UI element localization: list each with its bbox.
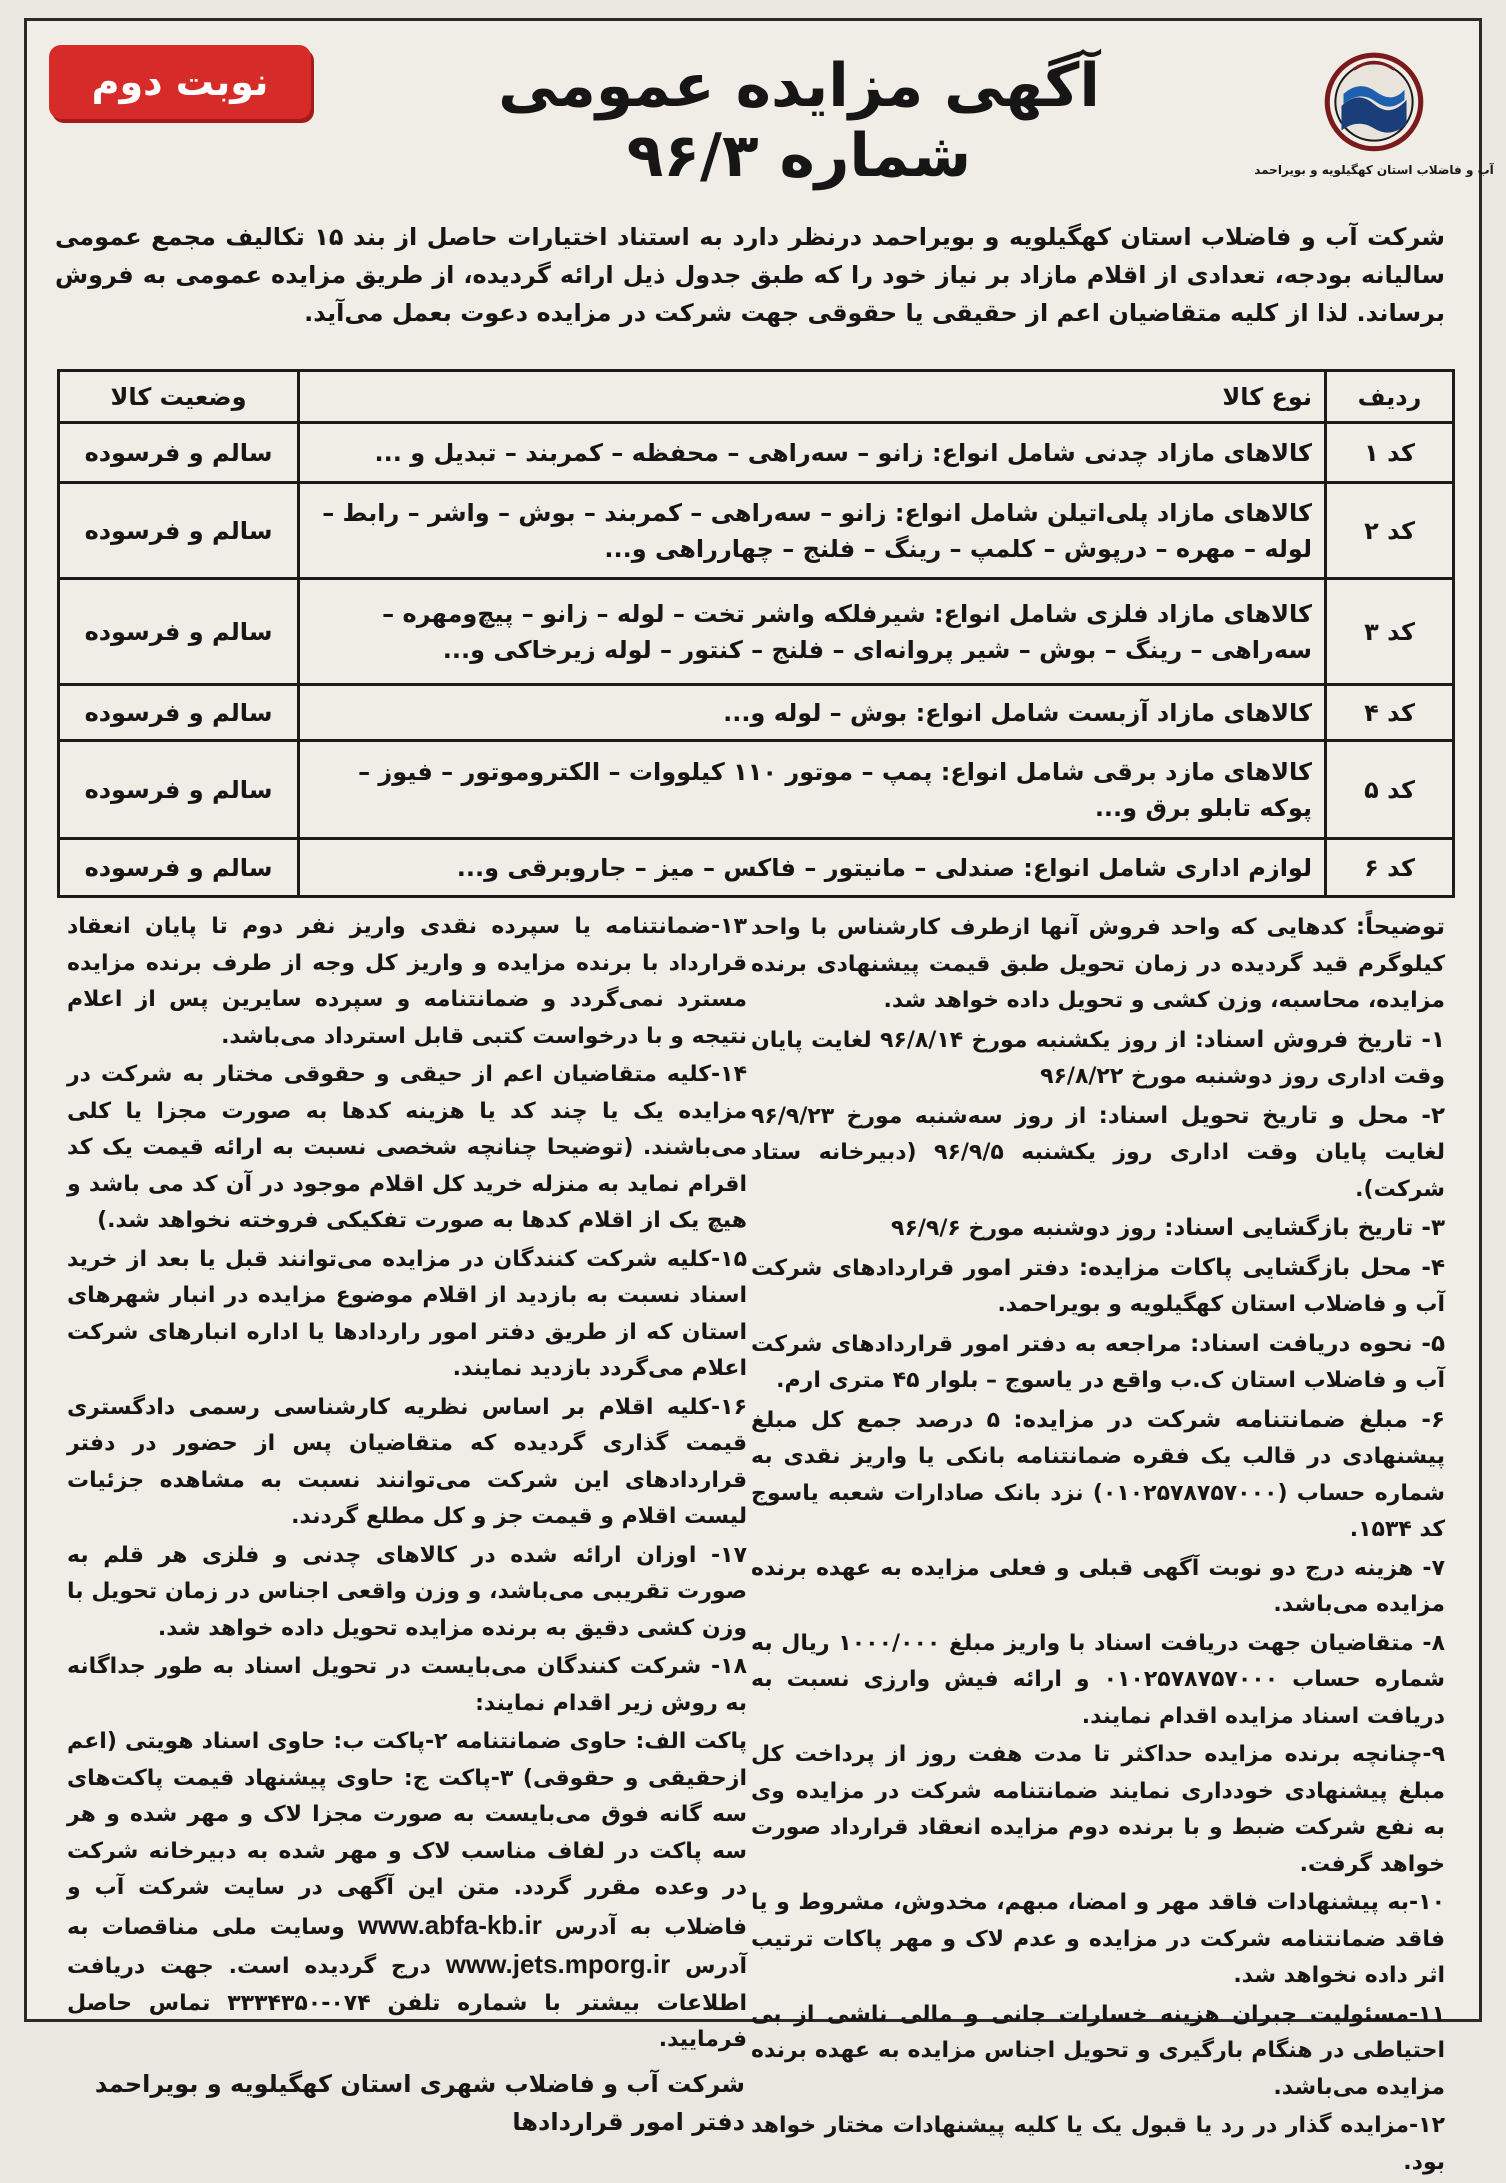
terms-right-column [751, 909, 1445, 2183]
term-5-label: ۵- نحوه دریافت اسناد: [1190, 1330, 1445, 1357]
contact-text: درج گردیده است. جهت دریافت اطلاعات بیشتر با شماره تلفن ۰۷۴-۳۳۳۴۳۵۰ تماس حاصل فرمایید. [67, 1954, 747, 2052]
row-code: کد ۶ [1326, 839, 1454, 897]
term-3 [751, 1210, 1445, 1248]
term-4-text: دفتر امور قراردادهای شرکت آب و فاضلاب استان کهگیلویه و بویراحمد. [751, 1255, 1445, 1317]
company-logo [1254, 49, 1494, 189]
term-4-label: ۴- محل بازگشایی پاکات مزایده: [1078, 1254, 1445, 1281]
term-5-text: مراجعه به دفتر امور قراردادهای شرکت آب و فاضلاب استان ک.ب واقع در یاسوج – بلوار ۴۵ متری ارم. [751, 1331, 1445, 1393]
signature-block [67, 2065, 747, 2141]
term-17: ۱۷- اوزان ارائه شده در کالاهای چدنی و فلزی هر قلم به صورت تقریبی می‌باشد، و وزن واقعی اجناس در زمان تحویل با وزن کشی دقیق به برنده مزایده تحویل داده خواهد شد. [67, 1542, 747, 1641]
term-1-label: ۱- تاریخ فروش اسناد: [1194, 1026, 1445, 1053]
term-6-label: ۶- مبلغ ضمانتنامه شرکت در مزایده: [1013, 1406, 1446, 1433]
water-drop-logo-icon [1313, 49, 1435, 161]
term-18: ۱۸- شرکت کنندگان می‌بایست در تحویل اسناد به طور جداگانه به روش زیر اقدام نمایند: [67, 1654, 747, 1716]
row-code: کد ۵ [1326, 741, 1454, 839]
table-row [59, 741, 1454, 839]
term-11: ۱۱-مسئولیت جبران هزینه خسارات جانی و مالی ناشی از بی احتیاطی در هنگام بارگیری و تحویل اجناس مزایده به عهده برنده مزایده می‌باشد. [751, 2001, 1445, 2100]
row-status: سالم و فرسوده [59, 741, 299, 839]
term-6-text: ۵ درصد جمع کل مبلغ پیشنهادی در قالب یک فقره ضمانتنامه بانکی یا واریز نقدی به شماره حساب (۰۱۰۲۵۷۸۷۵۷۰۰۰) نزد بانک صادارات شعبه یاسوج کد ۱۵۳۴. [751, 1407, 1445, 1542]
tender-website-link[interactable]: www.jets.mporg.ir [445, 1949, 671, 1979]
tender-site-text: وسایت ملی مناقصات به آدرس [67, 1914, 747, 1979]
term-1 [751, 1022, 1445, 1096]
term-12: ۱۲-مزایده گذار در رد یا قبول یک یا کلیه پیشنهادات مختار خواهد بود. [751, 2113, 1445, 2175]
table-row [59, 579, 1454, 685]
round-badge: نوبت دوم [49, 45, 311, 119]
table-header-row [59, 371, 1454, 423]
term-7: ۷- هزینه درج دو نوبت آگهی قبلی و فعلی مزایده به عهده برنده مزایده می‌باشد. [751, 1555, 1445, 1617]
intro-paragraph: شرکت آب و فاضلاب استان کهگیلویه و بویراحمد درنظر دارد به استناد اختیارات حاصل از بند ۱۵ تکالیف مجمع عمومی سالیانه بودجه، تعدادی از اقلام مازاد بر نیاز خود را که طبق جدول ذیل ارائه گردیده، از طریق مزایده عمومی به فروش برساند. لذا از کلیه متقاضیان اعم از حقیقی یا حقوقی جهت شرکت در مزایده دعوت بعمل می‌آید. [55, 223, 1446, 327]
row-type: کالاهای مازاد چدنی شامل انواع: زانو – سه‌راهی – محفظه – کمربند – تبدیل و ... [299, 423, 1326, 483]
term-4 [751, 1250, 1445, 1324]
table-row [59, 685, 1454, 741]
term-6 [751, 1402, 1445, 1549]
table-row [59, 839, 1454, 897]
logo-caption: آب و فاضلاب استان کهگیلویه و بویراحمد [1254, 163, 1494, 177]
term-3-text: روز دوشنبه مورخ ۹۶/۹/۶ [891, 1216, 1165, 1241]
signature-office: دفتر امور قراردادها [512, 2107, 745, 2136]
table-row [59, 483, 1454, 579]
signature-company: شرکت آب و فاضلاب شهری استان کهگیلویه و بویراحمد [94, 2069, 745, 2098]
row-status: سالم و فرسوده [59, 685, 299, 741]
row-code: کد ۱ [1326, 423, 1454, 483]
page-title: آگهی مزایده عمومی شماره ۹۶/۳ [498, 51, 1100, 191]
term-10: ۱۰-به پیشنهادات فاقد مهر و امضا، مبهم، مخدوش، مشروط و یا فاقد ضمانتنامه شرکت در مزایده و عدم لاک و مهر پاکات ترتیب اثر داده نخواهد شد. [751, 1890, 1445, 1988]
term-2-text: از روز سه‌شنبه مورخ ۹۶/۹/۲۳ لغایت پایان وقت اداری روز یکشنبه ۹۶/۹/۵ (دبیرخانه ستاد شرکت). [751, 1103, 1445, 1202]
row-type: کالاهای مازاد فلزی شامل انواع: شیرفلکه واشر تخت – لوله – زانو – پیچ‌ومهره – سه‌راهی – رینگ – بوش – شیر پروانه‌ای – فلنج – کنتور – لوله زیرخاکی و... [299, 579, 1326, 685]
company-website-link[interactable]: www.abfa-kb.ir [357, 1909, 542, 1940]
row-type: کالاهای مازاد پلی‌اتیلن شامل انواع: زانو – سه‌راهی – کمربند – بوش – واشر – رابط – لوله – مهره – درپوش – کلمپ – رینگ – فلنج – چهارراهی و... [299, 483, 1326, 579]
term-9: ۹-چنانچه برنده مزایده حداکثر تا مدت هفت روز از پرداخت کل مبلغ پیشنهادی خودداری نمایند ضمانتنامه شرکت در مزایده وی به نفع شرکت ضبط و با برنده دوم مزایده انعقاد قرارداد صورت خواهد گرفت. [751, 1742, 1445, 1877]
note-text: کدهایی که واحد فروش آنها ازطرف کارشناس با واحد کیلوگرم قید گردیده در زمان تحویل طبق قیمت پیشنهادی برنده مزایده، محاسبه، وزن کشی و تحویل داده خواهد شد. [751, 915, 1445, 1013]
term-8: ۸- متقاضیان جهت دریافت اسناد با واریز مبلغ ۱۰۰۰/۰۰۰ ریال به شماره حساب ۰۱۰۲۵۷۸۷۵۷۰۰۰ و ارائه فیش وارزی نسبت به دریافت اسناد مزایده اقدام نمایند. [751, 1630, 1445, 1729]
header-code: ردیف [1326, 371, 1454, 423]
note-label: توضیحاً: [1355, 914, 1445, 940]
term-1-text: از روز یکشنبه مورخ ۹۶/۸/۱۴ لغایت پایان وقت اداری روز دوشنبه مورخ ۹۶/۸/۲۲ [751, 1027, 1445, 1089]
term-2 [751, 1098, 1445, 1209]
table-row [59, 423, 1454, 483]
ad-page [24, 18, 1494, 2175]
row-code: کد ۳ [1326, 579, 1454, 685]
terms-left-column [67, 909, 747, 2141]
row-status: سالم و فرسوده [59, 423, 299, 483]
header [27, 21, 1494, 196]
row-code: کد ۲ [1326, 483, 1454, 579]
term-16: ۱۶-کلیه اقلام بر اساس نظریه کارشناسی رسمی دادگستری قیمت گذاری گردیده که متقاضیان پس از حضور در دفتر قراردادهای این شرکت می‌توانند نسبت به مشاهده جزئیات لیست اقلام و قیمت جز و کل مطلع گردند. [67, 1394, 747, 1529]
header-type: نوع کالا [299, 371, 1326, 423]
row-status: سالم و فرسوده [59, 483, 299, 579]
row-type: لوازم اداری شامل انواع: صندلی – مانیتور – فاکس – میز – جاروبرقی و... [299, 839, 1326, 897]
row-type: کالاهای مازاد آزبست شامل انواع: بوش – لوله و... [299, 685, 1326, 741]
term-15: ۱۵-کلیه شرکت کنندگان در مزایده می‌توانند قبل یا بعد از خرید اسناد نسبت به بازدید از اقلام موضوع مزایده در انبار شهرهای استان که از طریق دفتر امور راردادها یا اداره انبارهای شرکت اعلام می‌گردد بازدید نمایند. [67, 1246, 747, 1381]
term-18-details [67, 1724, 747, 2059]
term-13: ۱۳-ضمانتنامه یا سپرده نقدی واریز نفر دوم تا پایان انعقاد قرارداد با برنده مزایده و واریز کل وجه از طرف برنده مزایده مسترد نمی‌گردد و ضمانتنامه و سپرده سایرین پس از اعلام نتیجه و با درخواست کتبی قابل استرداد می‌باشد. [67, 914, 747, 1049]
term-14: ۱۴-کلیه متقاضیان اعم از حیقی و حقوقی مختار به شرکت در مزایده یک یا چند کد یا هزینه کدها به صورت مجزا یا کلی می‌باشند. (توضیحا چنانچه شخصی نسبت به ارائه قیمت یک کد اقرام نماید به منزله خرید کل اقلام موجود در آن کد می باشد و هیچ یک از اقلام کدها به صورت تفکیکی فروخته نخواهد شد.) [67, 1062, 747, 1233]
row-status: سالم و فرسوده [59, 579, 299, 685]
term-3-label: ۳- تاریخ بازگشایی اسناد: [1164, 1215, 1445, 1241]
term-2-label: ۲- محل و تاریخ تحویل اسناد: [1098, 1102, 1445, 1129]
note-paragraph [751, 909, 1445, 1020]
row-type: کالاهای مازد برقی شامل انواع: پمپ – موتور ۱۱۰ کیلووات – الکتروموتور – فیوز – پوکه تابلو برق و... [299, 741, 1326, 839]
row-status: سالم و فرسوده [59, 839, 299, 897]
envelopes-text: پاکت الف: حاوی ضمانتنامه ۲-پاکت ب: حاوی اسناد هویتی (اعم ازحقیقی و حقوقی) ۳-پاکت ج: حاوی پیشنهاد قیمت پاکت‌های سه گانه فوق می‌بایست به صورت مجزا لاک و مهر شده و هر سه پاکت در لفاف مناسب لاک و مهر شده به دبیرخانه شرکت در وعده مقرر گردد. متن این آگهی در سایت شرکت آب و فاضلاب به آدرس [67, 1729, 747, 1940]
term-5 [751, 1326, 1445, 1400]
row-code: کد ۴ [1326, 685, 1454, 741]
items-table [57, 369, 1455, 898]
header-status: وضعیت کالا [59, 371, 299, 423]
